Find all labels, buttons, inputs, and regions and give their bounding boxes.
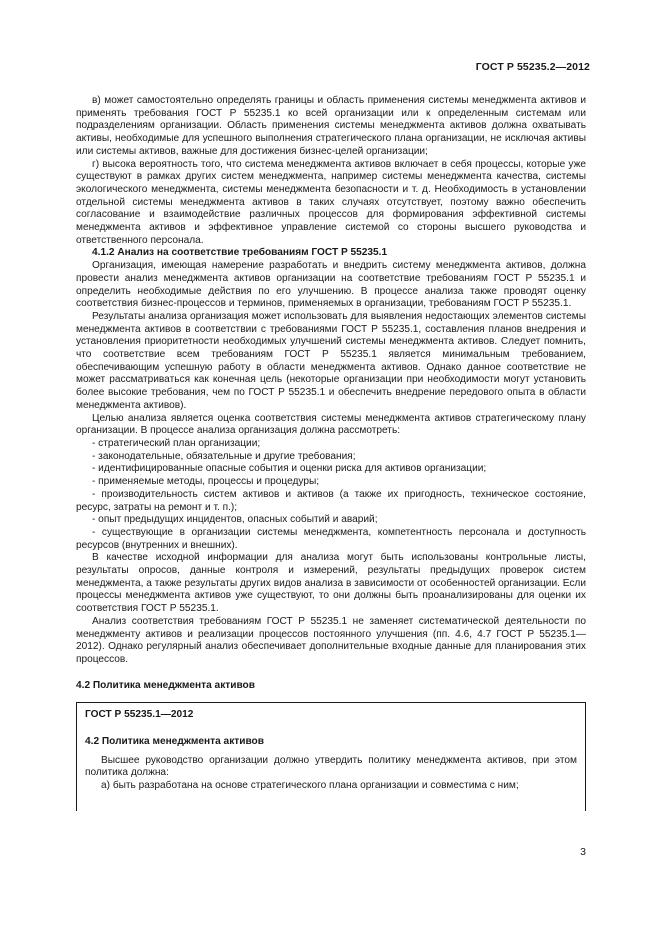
list-item: - существующие в организации системы менеджмента, компетентность персонала и доступность ресурсов (внутренних и внешних).	[76, 526, 586, 551]
subsection-heading-4-1-2: 4.1.2 Анализ на соответствие требованиям ГОСТ Р 55235.1	[92, 247, 388, 259]
paragraph-v: в) может самостоятельно определять границы и область применения системы менеджмента активов и применять требования ГОСТ Р 55235.1 ко всей организации или к определенным системам или подразделениям организации. Область применения системы менеджмента активов должна охватывать активы, необходимые для успешного выполнения стратегического плана организации, не исключая активы или системы активов, важные для достижения бизнес-целей организации;	[76, 95, 586, 157]
list-item: - производительность систем активов и активов (а также их пригодность, техническое состояние, ресурс, затраты на ремонт и т. п.);	[76, 488, 586, 513]
paragraph-analysis-results: Результаты анализа организация может использовать для выявления недостающих элементов системы менеджмента активов в соответствии с требованиями ГОСТ Р 55235.1, составления планов внедрения и установления приоритетности необходимых улучшений системы менеджмента активов. Следует помнить, что соответствие всем требованиям ГОСТ Р 55235.1 является минимальным требованием, обеспечивающим успешную работу в области менеджмента активов. Однако данное соответствие не может рассматриваться как конечная цель (некоторые организации при необходимости могут установить более высокие требования, чем по ГОСТ Р 55235.1 и обеспечить внедрение передового опыта в области менеджмента активов).	[76, 310, 586, 411]
doc-code-header: ГОСТ Р 55235.2—2012	[475, 61, 590, 73]
document-body	[76, 95, 586, 811]
paragraph-analysis-goal: Целью анализа является оценка соответствия системы менеджмента активов стратегическому плану организации. В процессе анализа организация должна рассмотреть:	[76, 412, 586, 437]
quoted-standard-box	[76, 702, 586, 811]
list-item: - применяемые методы, процессы и процедуры;	[92, 476, 320, 488]
section-heading-4-2: 4.2 Политика менеджмента активов	[76, 679, 255, 691]
quoted-section-title: 4.2 Политика менеджмента активов	[85, 736, 264, 748]
quoted-list-item-a: а) быть разработана на основе стратегического плана организации и совместима с ним;	[101, 780, 519, 792]
list-item: - идентифицированные опасные события и оценки риска для активов организации;	[92, 463, 487, 475]
list-item: - стратегический план организации;	[92, 437, 261, 449]
paragraph-analysis-note: Анализ соответствия требованиям ГОСТ Р 55235.1 не заменяет систематической деятельности по менеджменту активов и реализации процессов постоянного улучшения (пп. 4.6, 4.7 ГОСТ Р 55235.1—2012). Однако регулярный анализ обеспечивает дополнительные входные данные для планирования этих процессов.	[76, 615, 586, 665]
list-item: - законодательные, обязательные и другие требования;	[92, 450, 356, 462]
quoted-paragraph: Высшее руководство организации должно утвердить политику менеджмента активов, при этом политика должна:	[85, 754, 577, 779]
page-number: 3	[580, 846, 586, 858]
quoted-standard-ref: ГОСТ Р 55235.1—2012	[85, 709, 194, 721]
paragraph-g: г) высока вероятность того, что система менеджмента активов включает в себя процессы, которые уже существуют в рамках других систем менеджмента, например системы менеджмента качества, системы экологического менеджмента, системы менеджмента безопасности и т. д. Необходимость в установлении отдельной системы менеджмента активов в таких случаях отсутствует, поэтому важно обеспечить согласование и взаимодействие различных процессов для формирования эффективной системы менеджмента активов и эффективное управление системой со стороны высшего руководства и ответственного персонала.	[76, 158, 586, 246]
list-item: - опыт предыдущих инцидентов, опасных событий и аварий;	[92, 514, 378, 526]
paragraph-input-info: В качестве исходной информации для анализа могут быть использованы контрольные листы, результаты опросов, данные контроля и измерений, результаты предыдущих проверок систем менеджмента, а также результаты других видов анализа в зависимости от особенностей организации. Если процессы менеджмента активов уже существуют, то они должны быть проанализированы для оценки их соответствия ГОСТ Р 55235.1.	[76, 552, 586, 615]
paragraph-analysis-intro: Организация, имеющая намерение разработать и внедрить систему менеджмента активов, должна провести анализ менеджмента активов организации на соответствие требованиям ГОСТ Р 55235.1 и определить необходимые действия по его улучшению. В процессе анализа также проводят оценку соответствия бизнес-процессов и терминов, применяемых в организации, требованиям ГОСТ Р 55235.1.	[76, 260, 586, 310]
